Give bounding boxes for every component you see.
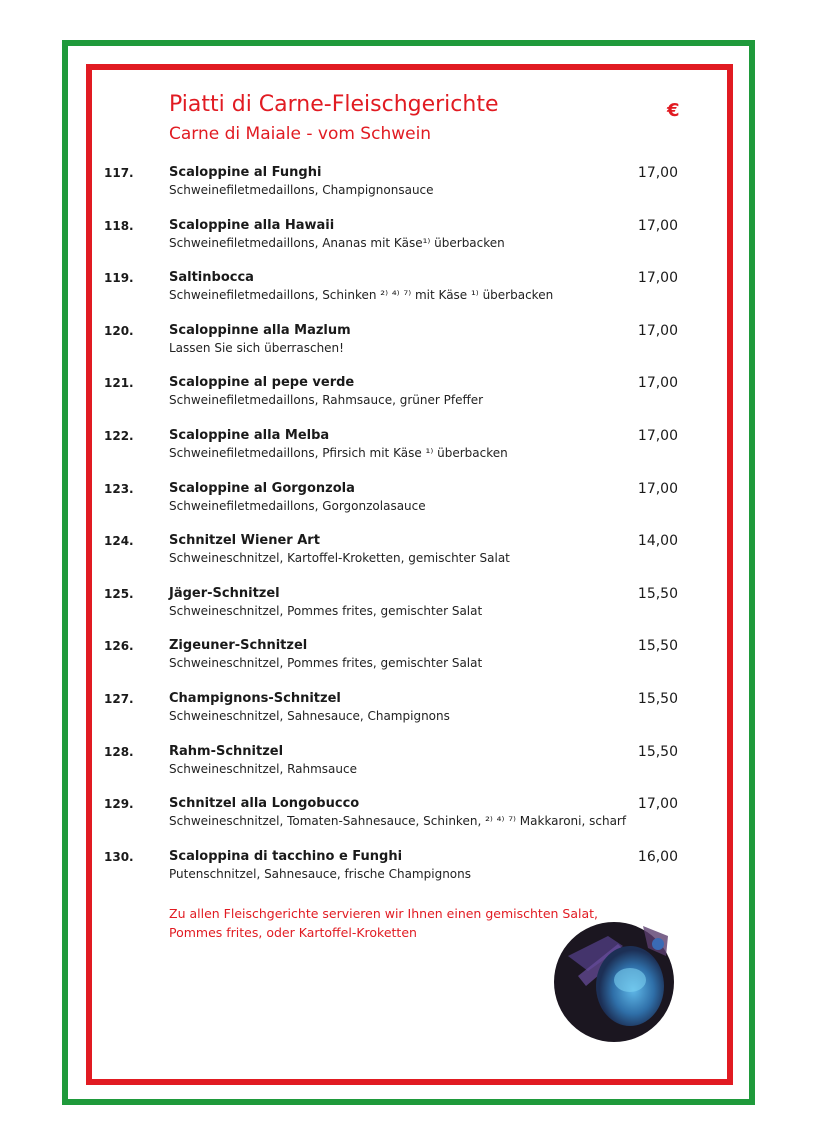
item-description: Schweineschnitzel, Pommes frites, gemischter Salat (169, 603, 483, 618)
menu-item (0, 690, 816, 743)
side-dish-note-line-2: Pommes frites, oder Kartoffel-Kroketten (169, 925, 417, 940)
menu-item (0, 322, 816, 375)
item-number: 120. (104, 323, 134, 338)
item-name: Scaloppinne alla Mazlum (169, 322, 351, 338)
page-subtitle: Carne di Maiale - vom Schwein (169, 124, 432, 144)
item-name: Zigeuner-Schnitzel (169, 638, 308, 654)
item-name: Jäger-Schnitzel (169, 585, 280, 601)
item-price: 15,50 (637, 585, 678, 602)
item-name: Scaloppine al Funghi (169, 165, 322, 180)
item-price: 17,00 (637, 165, 678, 181)
item-price: 17,00 (637, 796, 678, 813)
menu-item (0, 532, 816, 585)
item-name: Scaloppine alla Melba (169, 427, 330, 443)
item-description: Schweinefiletmedaillons, Ananas mit Käse¹⁾ überbacken (169, 235, 505, 250)
item-name: Scaloppine al Gorgonzola (169, 480, 355, 496)
item-price: 17,00 (637, 480, 678, 497)
item-description: Schweineschnitzel, Sahnesauce, Champignons (169, 708, 450, 723)
menu-item (0, 637, 816, 690)
item-number: 122. (104, 428, 134, 443)
item-description: Schweineschnitzel, Pommes frites, gemischter Salat (169, 656, 483, 671)
item-price: 17,00 (637, 322, 678, 339)
item-description: Schweinefiletmedaillons, Gorgonzolasauce (169, 498, 426, 513)
item-description: Schweineschnitzel, Kartoffel-Kroketten, gemischter Salat (169, 551, 510, 566)
item-number: 129. (104, 797, 134, 812)
item-number: 127. (104, 691, 134, 706)
menu-item (0, 743, 816, 796)
item-description: Schweineschnitzel, Tomaten-Sahnesauce, Schinken, ²⁾ ⁴⁾ ⁷⁾ Makkaroni, scharf (169, 814, 627, 829)
item-price: 16,00 (637, 848, 678, 865)
menu-item (0, 795, 816, 848)
item-price: 17,00 (637, 427, 678, 444)
item-number: 124. (104, 534, 134, 549)
item-description: Schweinefiletmedaillons, Rahmsauce, grüner Pfeffer (169, 393, 484, 408)
sauce-shape (614, 968, 646, 992)
item-price: 14,00 (637, 533, 678, 550)
item-description: Lassen Sie sich überraschen! (169, 340, 344, 355)
item-number: 121. (104, 376, 134, 391)
item-description: Schweinefiletmedaillons, Schinken ²⁾ ⁴⁾ ⁷⁾ mit Käse ¹⁾ überbacken (169, 288, 554, 303)
menu-item (0, 269, 816, 322)
item-number: 119. (104, 271, 134, 286)
item-name: Saltinbocca (169, 270, 254, 286)
item-price: 17,00 (637, 270, 678, 287)
item-name: Scaloppine alla Hawaii (169, 217, 335, 233)
menu-item (0, 427, 816, 480)
item-name: Schnitzel Wiener Art (169, 533, 320, 549)
item-name: Scaloppina di tacchino e Funghi (169, 848, 403, 864)
menu-item (0, 585, 816, 638)
page-title: Piatti di Carne-Fleischgerichte (169, 92, 499, 117)
menu-item (0, 480, 816, 533)
item-number: 130. (104, 849, 134, 864)
item-number: 118. (104, 218, 134, 233)
currency-symbol: € (667, 100, 680, 121)
item-name: Scaloppine al pepe verde (169, 375, 355, 391)
menu-item (0, 217, 816, 270)
item-description: Putenschnitzel, Sahnesauce, frische Champignons (169, 866, 471, 881)
menu-item (0, 848, 816, 901)
item-number: 123. (104, 481, 134, 496)
item-name: Champignons-Schnitzel (169, 690, 341, 706)
item-price: 15,50 (637, 743, 678, 760)
side-dish-note (169, 904, 598, 942)
side-dish-note-line-1: Zu allen Fleischgerichte servieren wir Ihnen einen gemischten Salat, (169, 906, 599, 921)
item-number: 126. (104, 639, 134, 654)
item-number: 125. (104, 586, 134, 601)
dish-photo (548, 916, 688, 1044)
menu-item (0, 164, 816, 217)
item-price: 15,50 (637, 690, 678, 707)
garnish-shape (652, 938, 664, 950)
item-price: 17,00 (637, 375, 678, 392)
item-price: 17,00 (637, 217, 678, 234)
item-number: 128. (104, 744, 134, 759)
menu-list (0, 164, 816, 900)
item-number: 117. (104, 166, 134, 180)
item-description: Schweineschnitzel, Rahmsauce (169, 761, 357, 776)
item-description: Schweinefiletmedaillons, Champignonsauce (169, 183, 434, 197)
item-description: Schweinefiletmedaillons, Pfirsich mit Käse ¹⁾ überbacken (169, 445, 508, 460)
item-name: Schnitzel alla Longobucco (169, 796, 360, 812)
item-name: Rahm-Schnitzel (169, 743, 284, 759)
menu-item (0, 374, 816, 427)
item-price: 15,50 (637, 638, 678, 655)
